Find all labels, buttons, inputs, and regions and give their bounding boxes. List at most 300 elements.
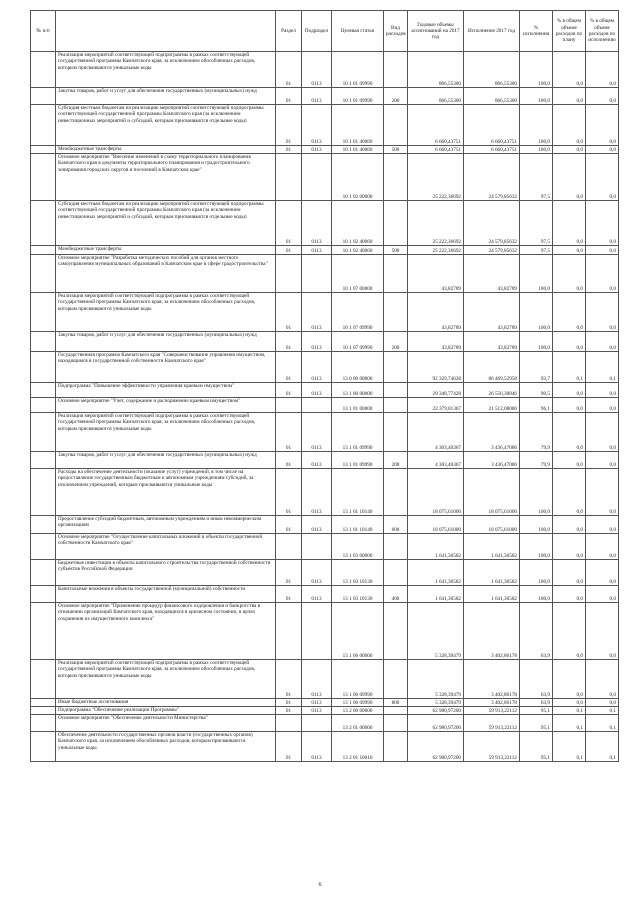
cell-pod: 0113 [302, 352, 332, 383]
cell-pct: 97,5 [520, 201, 553, 246]
cell-fact: 1 641,36582 [464, 586, 520, 603]
cell-pct: 93,7 [520, 352, 553, 383]
cell-sf: 0,0 [586, 452, 619, 469]
cell-num [31, 516, 56, 534]
cell-sp: 0,0 [553, 516, 586, 534]
cell-article: 10 1 01 40060 [332, 146, 384, 154]
cell-article: 13 1 03 10130 [332, 560, 384, 586]
cell-pct: 79,9 [520, 452, 553, 469]
cell-razdel: 01 [276, 469, 302, 516]
table-row [31, 398, 619, 413]
cell-num [31, 413, 56, 452]
cell-pct: 97,5 [520, 246, 553, 255]
cell-sf: 0,0 [586, 293, 619, 332]
cell-article: 13 1 06 09990 [332, 660, 384, 699]
page-number: 6 [318, 882, 322, 888]
cell-vid [384, 201, 408, 246]
cell-pct: 95,1 [520, 732, 553, 762]
cell-vid [384, 469, 408, 516]
cell-num [31, 201, 56, 246]
cell-fact: 24 579,85632 [464, 246, 520, 255]
cell-sf: 0,0 [586, 660, 619, 699]
table-row [31, 469, 619, 516]
cell-sf: 0,0 [586, 332, 619, 352]
cell-fact: 3 402,86178 [464, 660, 520, 699]
cell-pod [302, 715, 332, 732]
cell-plan: 4 303,40367 [408, 452, 464, 469]
cell-razdel: 01 [276, 52, 302, 88]
table-row [31, 560, 619, 586]
cell-sf: 0,0 [586, 246, 619, 255]
cell-razdel: 01 [276, 293, 302, 332]
cell-plan: 866,55300 [408, 88, 464, 105]
cell-razdel: 01 [276, 246, 302, 255]
cell-fact: 866,55300 [464, 88, 520, 105]
cell-vid [384, 732, 408, 762]
cell-pod: 0113 [302, 105, 332, 146]
cell-pct: 95,1 [520, 707, 553, 715]
cell-fact: 3 436,47086 [464, 452, 520, 469]
table-row [31, 660, 619, 699]
cell-pod [302, 398, 332, 413]
cell-fact: 3 402,86178 [464, 699, 520, 707]
cell-razdel: 01 [276, 660, 302, 699]
cell-num [31, 332, 56, 352]
cell-plan: 1 641,36582 [408, 534, 464, 560]
cell-fact: 18 075,61000 [464, 469, 520, 516]
cell-fact: 6 660,43751 [464, 105, 520, 146]
cell-name: Субсидия местным бюджетам на реализацию мероприятий соответствующей подпрограммы соответствующей государственной программы Камчатского края (за исключением инвестиционных мероприятий и субсидий, которым присваиваются отдельные коды) [56, 105, 276, 146]
cell-fact: 59 913,22112 [464, 732, 520, 762]
cell-num [31, 246, 56, 255]
document-page [30, 10, 618, 762]
cell-sp: 0,0 [553, 88, 586, 105]
table-row [31, 332, 619, 352]
cell-pct: 100,0 [520, 88, 553, 105]
header-podrazdel: Подраздел [302, 11, 332, 52]
cell-sp: 0,0 [553, 469, 586, 516]
cell-sp: 0,0 [553, 534, 586, 560]
cell-name: Закупка товаров, работ и услуг для обеспечения государственных (муниципальных) нужд [56, 332, 276, 352]
cell-num [31, 52, 56, 88]
cell-sf: 0,0 [586, 52, 619, 88]
cell-article: 10 1 01 40060 [332, 105, 384, 146]
cell-plan: 6 660,43751 [408, 146, 464, 154]
table-row [31, 146, 619, 154]
cell-pct: 63,9 [520, 699, 553, 707]
cell-name: Бюджетные инвестиции в объекты капитального строительства государственной собственности субъектов Российской Федерации [56, 560, 276, 586]
cell-plan: 22 379,01367 [408, 398, 464, 413]
cell-sf: 0,0 [586, 154, 619, 201]
table-row [31, 105, 619, 146]
cell-sf: 0,1 [586, 732, 619, 762]
cell-num [31, 660, 56, 699]
cell-plan: 866,55300 [408, 52, 464, 88]
cell-num [31, 105, 56, 146]
cell-sp: 0,0 [553, 586, 586, 603]
cell-pct: 100,0 [520, 586, 553, 603]
cell-vid [384, 715, 408, 732]
cell-razdel: 01 [276, 413, 302, 452]
cell-num [31, 699, 56, 707]
cell-pod: 0113 [302, 146, 332, 154]
header-pct: % исполнения [520, 11, 553, 52]
cell-article: 10 1 07 09990 [332, 293, 384, 332]
cell-vid [384, 707, 408, 715]
cell-name: Субсидия местным бюджетам на реализацию мероприятий соответствующей подпрограммы соответствующей государственной программы Камчатского края (за исключением инвестиционных мероприятий и субсидий, которым присваиваются отдельные коды) [56, 201, 276, 246]
cell-pod: 0113 [302, 732, 332, 762]
cell-sp: 0,0 [553, 383, 586, 398]
cell-razdel: 01 [276, 201, 302, 246]
table-row [31, 534, 619, 560]
cell-sf: 0,1 [586, 707, 619, 715]
cell-num [31, 469, 56, 516]
cell-pct: 100,0 [520, 516, 553, 534]
cell-sp: 0,0 [553, 398, 586, 413]
header-vid: Вид расходов [384, 11, 408, 52]
cell-vid: 600 [384, 516, 408, 534]
table-row [31, 88, 619, 105]
cell-vid: 800 [384, 699, 408, 707]
cell-num [31, 707, 56, 715]
cell-article: 13 2 01 10010 [332, 732, 384, 762]
cell-pod: 0113 [302, 560, 332, 586]
table-row [31, 586, 619, 603]
cell-article: 13 1 00 00000 [332, 383, 384, 398]
cell-sf: 0,1 [586, 715, 619, 732]
table-row [31, 246, 619, 255]
cell-sp: 0,1 [553, 732, 586, 762]
cell-pct: 63,9 [520, 660, 553, 699]
header-share-fact: % в общем объеме расходов по исполнению [586, 11, 619, 52]
table-row [31, 715, 619, 732]
cell-article: 13 2 00 00000 [332, 707, 384, 715]
cell-num [31, 586, 56, 603]
cell-razdel: 01 [276, 332, 302, 352]
cell-name: Подпрограмма "Повышение эффективности управления краевым имуществом" [56, 383, 276, 398]
table-row [31, 603, 619, 660]
cell-fact: 1 641,36582 [464, 560, 520, 586]
cell-pod: 0113 [302, 201, 332, 246]
cell-sf: 0,0 [586, 105, 619, 146]
cell-name: Закупка товаров, работ и услуг для обеспечения государственных (муниципальных) нужд [56, 88, 276, 105]
cell-vid [384, 603, 408, 660]
cell-plan: 92 329,74628 [408, 352, 464, 383]
cell-article: 10 1 02 40060 [332, 201, 384, 246]
cell-article: 13 1 01 00000 [332, 398, 384, 413]
cell-razdel: 01 [276, 146, 302, 154]
cell-fact: 43,82789 [464, 255, 520, 293]
cell-pct: 100,0 [520, 146, 553, 154]
cell-pod [302, 534, 332, 560]
cell-sf: 0,0 [586, 383, 619, 398]
cell-article: 13 1 01 09990 [332, 413, 384, 452]
cell-plan: 25 222,36692 [408, 154, 464, 201]
cell-sp: 0,0 [553, 452, 586, 469]
cell-plan: 18 075,61000 [408, 469, 464, 516]
cell-razdel: 01 [276, 560, 302, 586]
cell-article: 13 1 03 10130 [332, 586, 384, 603]
cell-sf: 0,0 [586, 469, 619, 516]
cell-num [31, 560, 56, 586]
cell-pct: 100,0 [520, 293, 553, 332]
cell-name: Подпрограмма "Обеспечение реализации Программы" [56, 707, 276, 715]
table-row [31, 383, 619, 398]
cell-article: 13 2 01 00000 [332, 715, 384, 732]
cell-vid: 200 [384, 332, 408, 352]
cell-fact: 24 579,85632 [464, 154, 520, 201]
cell-pod: 0113 [302, 293, 332, 332]
cell-razdel: 01 [276, 88, 302, 105]
cell-pod: 0113 [302, 88, 332, 105]
table-body [31, 52, 619, 762]
table-row [31, 516, 619, 534]
cell-num [31, 146, 56, 154]
cell-vid [384, 154, 408, 201]
cell-num [31, 452, 56, 469]
cell-article: 13 1 06 00000 [332, 603, 384, 660]
cell-sp: 0,0 [553, 105, 586, 146]
cell-fact: 26 556,30846 [464, 383, 520, 398]
cell-razdel [276, 715, 302, 732]
cell-plan: 43,82789 [408, 293, 464, 332]
cell-sf: 0,0 [586, 534, 619, 560]
cell-pct: 100,0 [520, 255, 553, 293]
cell-plan: 43,82789 [408, 332, 464, 352]
cell-pod: 0113 [302, 246, 332, 255]
cell-plan: 4 303,40367 [408, 413, 464, 452]
cell-pod: 0113 [302, 332, 332, 352]
cell-vid [384, 560, 408, 586]
cell-sf: 0,0 [586, 516, 619, 534]
cell-name: Государственная программа Камчатского края "Совершенствование управления имуществом, находящимся в государственной собственности Камчатского края" [56, 352, 276, 383]
header-share-plan: % в общем объеме расходов по плану [553, 11, 586, 52]
cell-article: 13 1 01 09990 [332, 452, 384, 469]
cell-num [31, 383, 56, 398]
cell-pct: 100,0 [520, 469, 553, 516]
cell-fact: 6 660,43751 [464, 146, 520, 154]
cell-fact: 18 075,61000 [464, 516, 520, 534]
cell-plan: 1 641,36582 [408, 560, 464, 586]
cell-vid: 200 [384, 452, 408, 469]
cell-pod: 0113 [302, 699, 332, 707]
cell-pod [302, 255, 332, 293]
cell-vid [384, 660, 408, 699]
cell-vid [384, 383, 408, 398]
cell-pod: 0113 [302, 707, 332, 715]
cell-vid: 400 [384, 586, 408, 603]
cell-razdel: 01 [276, 732, 302, 762]
cell-pct: 100,0 [520, 534, 553, 560]
cell-vid [384, 105, 408, 146]
cell-pct: 96,1 [520, 398, 553, 413]
cell-vid: 500 [384, 246, 408, 255]
header-plan: Годовые объемы ассигнований на 2017 год [408, 11, 464, 52]
cell-name: Иные бюджетные ассигнования [56, 699, 276, 707]
table-row [31, 52, 619, 88]
cell-fact: 43,82789 [464, 293, 520, 332]
cell-razdel: 01 [276, 699, 302, 707]
header-fact: Исполнение 2017 год [464, 11, 520, 52]
cell-pod: 0113 [302, 383, 332, 398]
cell-fact: 59 913,22112 [464, 715, 520, 732]
cell-name: Закупка товаров, работ и услуг для обеспечения государственных (муниципальных) нужд [56, 452, 276, 469]
cell-sf: 0,0 [586, 398, 619, 413]
cell-vid: 500 [384, 146, 408, 154]
cell-sp: 0,0 [553, 660, 586, 699]
cell-fact: 3 436,47086 [464, 413, 520, 452]
cell-sf: 0,1 [586, 352, 619, 383]
header-razdel: Раздел [276, 11, 302, 52]
cell-num [31, 293, 56, 332]
cell-sp: 0,0 [553, 146, 586, 154]
cell-sf: 0,0 [586, 255, 619, 293]
cell-plan: 5 328,39479 [408, 660, 464, 699]
cell-sf: 0,0 [586, 586, 619, 603]
cell-plan: 5 328,39479 [408, 699, 464, 707]
cell-plan: 29 348,77428 [408, 383, 464, 398]
cell-num [31, 603, 56, 660]
cell-fact: 86 469,52958 [464, 352, 520, 383]
header-name [56, 11, 276, 52]
cell-razdel [276, 534, 302, 560]
cell-sp: 0,0 [553, 52, 586, 88]
cell-pod: 0113 [302, 660, 332, 699]
cell-plan: 1 641,36582 [408, 586, 464, 603]
cell-name: Капитальные вложения в объекты государственной (муниципальной) собственности [56, 586, 276, 603]
cell-sp: 0,0 [553, 255, 586, 293]
cell-pod: 0113 [302, 516, 332, 534]
cell-sp: 0,1 [553, 715, 586, 732]
cell-fact: 24 579,85632 [464, 201, 520, 246]
header-num: № п/п [31, 11, 56, 52]
cell-sp: 0,1 [553, 707, 586, 715]
cell-name: Реализация мероприятий соответствующей подпрограммы в рамках соответствующей государственной программы Камчатского края, за исключением обособленных расходов, которым присваиваются уникальные коды [56, 660, 276, 699]
cell-pct: 100,0 [520, 332, 553, 352]
cell-name: Межбюджетные трансферты [56, 146, 276, 154]
cell-article: 13 1 06 09990 [332, 699, 384, 707]
cell-name: Реализация мероприятий соответствующей подпрограммы в рамках соответствующей государственной программы Камчатского края, за исключением обособленных расходов, которым присваиваются уникальные коды [56, 413, 276, 452]
cell-sf: 0,0 [586, 413, 619, 452]
cell-plan: 25 222,36692 [408, 201, 464, 246]
cell-vid [384, 293, 408, 332]
cell-razdel: 01 [276, 586, 302, 603]
cell-name: Обеспечение деятельности государственных органов власти (государственных органов) Камчатского края, за исключением обособленных расходов, которым присваиваются уникальные коды. [56, 732, 276, 762]
cell-vid [384, 534, 408, 560]
table-row [31, 201, 619, 246]
cell-num [31, 255, 56, 293]
cell-pod: 0113 [302, 586, 332, 603]
cell-sp: 0,0 [553, 413, 586, 452]
cell-razdel: 01 [276, 516, 302, 534]
cell-name: Основное мероприятие "Учет, содержание и распоряжение краевым имуществом" [56, 398, 276, 413]
cell-fact: 43,82789 [464, 332, 520, 352]
cell-razdel: 01 [276, 452, 302, 469]
table-row [31, 699, 619, 707]
table-row [31, 255, 619, 293]
cell-name: Основное мероприятие "Внесение изменений в схему территориального планирования Камчатского края в документы территориального планирования и градостроительного зонирования городских округов и поселений в Камчатском крае" [56, 154, 276, 201]
cell-num [31, 732, 56, 762]
cell-pct: 100,0 [520, 105, 553, 146]
cell-name: Основное мероприятие "Обеспечение деятельности Министерства" [56, 715, 276, 732]
cell-plan: 43,82789 [408, 255, 464, 293]
cell-vid: 200 [384, 88, 408, 105]
cell-num [31, 154, 56, 201]
table-row [31, 732, 619, 762]
cell-pct: 97,5 [520, 154, 553, 201]
cell-vid [384, 52, 408, 88]
cell-sf: 0,0 [586, 88, 619, 105]
cell-razdel: 01 [276, 707, 302, 715]
cell-vid [384, 398, 408, 413]
cell-sp: 0,0 [553, 603, 586, 660]
cell-pod: 0113 [302, 413, 332, 452]
cell-sp: 0,0 [553, 154, 586, 201]
cell-name: Основное мероприятие "Разработка методических пособий для органов местного самоуправления муниципальных образований в Камчатском крае в сфере градостроительства" [56, 255, 276, 293]
table-row [31, 352, 619, 383]
table-row [31, 452, 619, 469]
cell-sp: 0,0 [553, 560, 586, 586]
cell-pct: 95,1 [520, 715, 553, 732]
cell-sp: 0,1 [553, 352, 586, 383]
cell-sf: 0,0 [586, 603, 619, 660]
cell-num [31, 398, 56, 413]
cell-fact: 1 641,36582 [464, 534, 520, 560]
cell-plan: 6 660,43751 [408, 105, 464, 146]
cell-pct: 63,9 [520, 603, 553, 660]
table-row [31, 154, 619, 201]
table-row [31, 293, 619, 332]
cell-article: 10 1 07 09990 [332, 332, 384, 352]
cell-plan: 5 328,39479 [408, 603, 464, 660]
cell-fact: 21 512,08086 [464, 398, 520, 413]
cell-article: 10 1 02 00000 [332, 154, 384, 201]
cell-num [31, 352, 56, 383]
cell-article: 13 1 01 10140 [332, 516, 384, 534]
cell-article: 10 1 07 00000 [332, 255, 384, 293]
cell-pod [302, 154, 332, 201]
table-row [31, 413, 619, 452]
cell-article: 13 1 01 10140 [332, 469, 384, 516]
cell-pct: 100,0 [520, 560, 553, 586]
cell-sp: 0,0 [553, 332, 586, 352]
cell-plan: 62 980,97200 [408, 707, 464, 715]
cell-article: 13 0 00 00000 [332, 352, 384, 383]
cell-name: Основное мероприятие "Применение процедур финансового оздоровления и банкротства в отношении организаций Камчатского края, находящихся в кризисном состоянии, в целях сохранения их имущественного комплекса" [56, 603, 276, 660]
cell-sp: 0,0 [553, 246, 586, 255]
cell-pod: 0113 [302, 52, 332, 88]
cell-num [31, 88, 56, 105]
cell-sf: 0,0 [586, 560, 619, 586]
cell-article: 10 1 01 09990 [332, 88, 384, 105]
cell-plan: 25 222,36692 [408, 246, 464, 255]
cell-plan: 62 980,97200 [408, 715, 464, 732]
cell-pod [302, 603, 332, 660]
cell-sf: 0,0 [586, 201, 619, 246]
cell-vid [384, 255, 408, 293]
cell-razdel: 01 [276, 105, 302, 146]
cell-plan: 62 980,97200 [408, 732, 464, 762]
cell-num [31, 715, 56, 732]
cell-name: Предоставление субсидий бюджетным, автономным учреждениям и иным некоммерческим организациям [56, 516, 276, 534]
cell-sp: 0,0 [553, 293, 586, 332]
table-header-row [31, 11, 619, 52]
cell-article: 13 1 03 00000 [332, 534, 384, 560]
cell-razdel [276, 603, 302, 660]
cell-sf: 0,0 [586, 699, 619, 707]
cell-sp: 0,0 [553, 699, 586, 707]
cell-razdel [276, 398, 302, 413]
